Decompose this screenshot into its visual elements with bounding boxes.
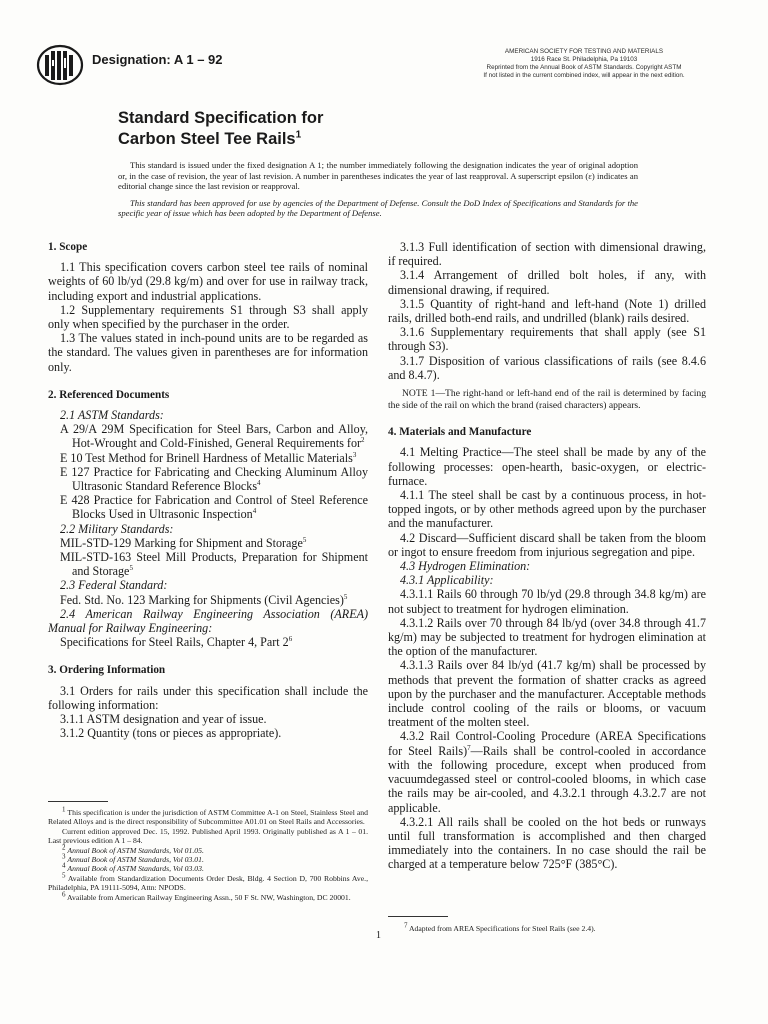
left-column xyxy=(48,240,368,741)
publisher-line: If not listed in the current combined index, will appear in the next edition. xyxy=(483,72,685,79)
footnote-rule xyxy=(48,801,108,802)
footnote-ref: 2 xyxy=(361,436,365,445)
footnote-text: Annual Book of ASTM Standards, Vol 03.03. xyxy=(67,864,204,874)
publisher-line: Reprinted from the Annual Book of ASTM Standards. Copyright ASTM xyxy=(486,64,682,71)
reference-item xyxy=(48,493,368,521)
footnote-ref: 5 xyxy=(129,564,133,573)
title-text: Carbon Steel Tee Rails xyxy=(118,130,296,148)
footnote-ref: 6 xyxy=(288,635,293,644)
paragraph: 3.1 Orders for rails under this specification shall include the following information: xyxy=(48,683,368,712)
paragraph-text: —Rails shall be control-cooled in accordance with the following procedure, except when produced from vacuumdegassed steel or control-cooled blooms, in which case the rails may be air-cooled, and 4.3.2.1 through 4.3.2.7 are not applicable. xyxy=(388,743,706,815)
footnote-text: Annual Book of ASTM Standards, Vol 01.05. xyxy=(67,845,204,855)
footnote-ref: 7 xyxy=(467,743,471,752)
section-heading-ordering-information: 3. Ordering Information xyxy=(48,664,166,677)
footnote-number: 7 xyxy=(404,921,408,930)
note-1: NOTE 1—The right-hand or left-hand end of the rail is determined by facing the side of the rail on which the brand (raised characters) appears. xyxy=(388,388,706,411)
paragraph: 4.3.1.1 Rails 60 through 70 lb/yd (29.8 through 34.8 kg/m) are not subject to treatment for hydrogen elimination. xyxy=(388,587,706,616)
subsection-label: 4.3.1 Applicability: xyxy=(400,573,494,588)
footnote-number: 3 xyxy=(62,852,66,861)
footnote xyxy=(48,861,368,874)
subsection-label: 2.3 Federal Standard: xyxy=(60,578,168,593)
paragraph: 4.1.1 The steel shall be cast by a continuous process, in hot-topped ingots, or by other methods agreed upon by the purchaser and the manufacturer. xyxy=(388,488,706,531)
section-heading-scope: 1. Scope xyxy=(48,241,88,253)
footnote-number: 2 xyxy=(62,843,66,852)
paragraph: 3.1.4 Arrangement of drilled bolt holes, if any, with dimensional drawing, if required. xyxy=(388,268,706,297)
preamble-designation-note: This standard is issued under the fixed designation A 1; the number immediately following the designation indicates the year of original adoption or, in the case of revision, the year of last revision. A number in parentheses indicates the year of last reapproval. A superscript epsilon (ε) indicates an editorial change since the last revision or reapproval. xyxy=(118,160,638,192)
title-line-2 xyxy=(118,129,323,150)
subsection-label: 2.2 Military Standards: xyxy=(60,521,174,536)
paragraph: 1.2 Supplementary requirements S1 through S3 shall apply only when specified by the purchaser in the order. xyxy=(48,302,368,332)
section-heading-referenced-documents: 2. Referenced Documents xyxy=(48,388,170,401)
footnote-ref: 4 xyxy=(252,507,257,516)
reference-text: MIL-STD-163 Steel Mill Products, Preparation for Shipment and Storage xyxy=(60,550,368,579)
footnote-number: 1 xyxy=(62,805,66,814)
publisher-info xyxy=(474,48,694,80)
reference-item xyxy=(48,593,368,607)
footnote xyxy=(48,805,368,827)
footnote-text: This specification is under the jurisdiction of ASTM Committee A-1 on Steel, Stainless Steel and Related Alloys and is the direct responsibility of Subcommittee A01.01 on Steel Rails and Accessories. xyxy=(48,808,368,827)
footnote-ref: 5 xyxy=(343,592,348,601)
footnote-text: Available from American Railway Engineering Assn., 50 F St. NW, Washington, DC 20001. xyxy=(67,892,351,902)
paragraph: 3.1.5 Quantity of right-hand and left-hand (Note 1) drilled rails, drilled both-end rails, and undrilled (blank) rails desired. xyxy=(388,296,706,326)
subsection-label: 2.4 American Railway Engineering Association (AREA) Manual for Railway Engineering: xyxy=(48,606,368,636)
paragraph: 3.1.6 Supplementary requirements that shall apply (see S1 through S3). xyxy=(388,325,706,354)
paragraph: 4.1 Melting Practice—The steel shall be made by any of the following processes: open-hearth, basic-oxygen, or electric-furnace. xyxy=(388,445,706,488)
footnote-number: 5 xyxy=(62,871,66,880)
paragraph: 3.1.3 Full identification of section with dimensional drawing, if required. xyxy=(388,240,706,269)
footnote-text: Available from Standardization Documents Order Desk, Bldg. 4 Section D, 700 Robbins Ave., Philadelphia, PA 19111-5094, Attn: NPODS. xyxy=(48,873,368,893)
publisher-line: 1916 Race St. Philadelphia, Pa 19103 xyxy=(530,56,638,63)
footnote: Current edition approved Dec. 15, 1992. Published April 1993. Originally published as A 1 – 01. Last previous edition A 1 – 84. xyxy=(48,826,368,846)
footnote xyxy=(48,871,368,893)
paragraph xyxy=(388,729,706,814)
footnote xyxy=(48,890,368,902)
footnote-ref: 5 xyxy=(302,535,307,544)
reference-item xyxy=(48,422,368,450)
section-heading-materials-and-manufacture: 4. Materials and Manufacture xyxy=(388,426,532,439)
paragraph: 1.3 The values stated in inch-pound units are to be regarded as the standard. The values given in parentheses are for information only. xyxy=(48,331,368,374)
reference-text: Specifications for Steel Rails, Chapter 4, Part 2 xyxy=(60,635,289,650)
footnote-rule xyxy=(388,916,448,917)
page-number: 1 xyxy=(376,930,381,941)
reference-item xyxy=(48,465,368,493)
reference-item xyxy=(48,451,368,465)
preamble-dod-note: This standard has been approved for use by agencies of the Department of Defense. Consult the DoD Index of Specifications and Standards for the specific year of issue which has been adopted by the Department of Defense. xyxy=(118,197,638,219)
reference-text: E 127 Practice for Fabricating and Checking Aluminum Alloy Ultrasonic Standard Reference Blocks xyxy=(60,464,368,494)
subsection-label: 4.3 Hydrogen Elimination: xyxy=(400,559,531,574)
reference-item xyxy=(48,550,368,578)
footnote-text: Annual Book of ASTM Standards, Vol 03.01. xyxy=(67,855,204,865)
footnote xyxy=(404,921,704,933)
reference-text: Fed. Std. No. 123 Marking for Shipments (Civil Agencies) xyxy=(60,592,344,607)
paragraph: 1.1 This specification covers carbon steel tee rails of nominal weights of 60 lb/yd (29.8 kg/m) and over for use in railway track, including export and industrial applications. xyxy=(48,260,368,303)
title-footnote-mark: 1 xyxy=(295,129,302,141)
paragraph: 3.1.1 ASTM designation and year of issue. xyxy=(60,712,267,727)
footnote-ref: 4 xyxy=(257,479,261,488)
right-column xyxy=(388,240,706,872)
reference-item xyxy=(48,536,368,550)
astm-logo xyxy=(36,44,84,86)
reference-text: E 428 Practice for Fabrication and Control of Steel Reference Blocks Used in Ultrasonic Inspection xyxy=(60,493,368,522)
reference-text: E 10 Test Method for Brinell Hardness of Metallic Materials xyxy=(60,450,353,465)
footnote-number: 4 xyxy=(62,861,66,870)
paragraph: 4.2 Discard—Sufficient discard shall be taken from the bloom or ingot to ensure freedom from injurious segregation and pipe. xyxy=(388,530,706,559)
designation: Designation: A 1 – 92 xyxy=(92,52,223,67)
document-title xyxy=(118,108,323,150)
footnote-text: Adapted from AREA Specifications for Steel Rails (see 2.4). xyxy=(409,924,596,933)
title-line-1: Standard Specification for xyxy=(118,109,324,127)
reference-text: MIL-STD-129 Marking for Shipment and Storage xyxy=(60,535,303,550)
footnote-number: 6 xyxy=(62,890,66,899)
preamble xyxy=(118,160,638,219)
paragraph: 4.3.2.1 All rails shall be cooled on the hot beds or runways until full transformation is accomplished and then charged immediately into the containers. In no case should the rail be charged at a temperature below 725°F (385°C). xyxy=(388,814,706,872)
publisher-line: AMERICAN SOCIETY FOR TESTING AND MATERIALS xyxy=(504,48,664,55)
paragraph-text: 4.3.2 Rail Control-Cooling Procedure (AREA Specifications for Steel Rails) xyxy=(388,729,706,758)
paragraph: 3.1.2 Quantity (tons or pieces as appropriate). xyxy=(60,726,282,741)
reference-text: A 29/A 29M Specification for Steel Bars, Carbon and Alloy, Hot-Wrought and Cold-Finished, General Requirements for xyxy=(60,422,368,451)
footnotes xyxy=(48,805,368,902)
paragraph: 4.3.1.3 Rails over 84 lb/yd (41.7 kg/m) shall be processed by methods that prevent the formation of shatter cracks as agreed upon by the purchaser and the manufacturer. Acceptable methods include control cooling of the rails or blooms, or vacuum treatment of the molten steel. xyxy=(388,658,706,730)
subsection-label: 2.1 ASTM Standards: xyxy=(60,408,164,423)
reference-item xyxy=(48,635,368,649)
footnote xyxy=(48,843,368,855)
paragraph: 3.1.7 Disposition of various classifications of rails (see 8.4.6 and 8.4.7). xyxy=(388,353,706,382)
footnote-ref: 3 xyxy=(352,450,357,459)
paragraph: 4.3.1.2 Rails over 70 through 84 lb/yd (over 34.8 through 41.7 kg/m) may be subjected to treatment for hydrogen elimination at the option of the manufacturer. xyxy=(388,615,706,659)
